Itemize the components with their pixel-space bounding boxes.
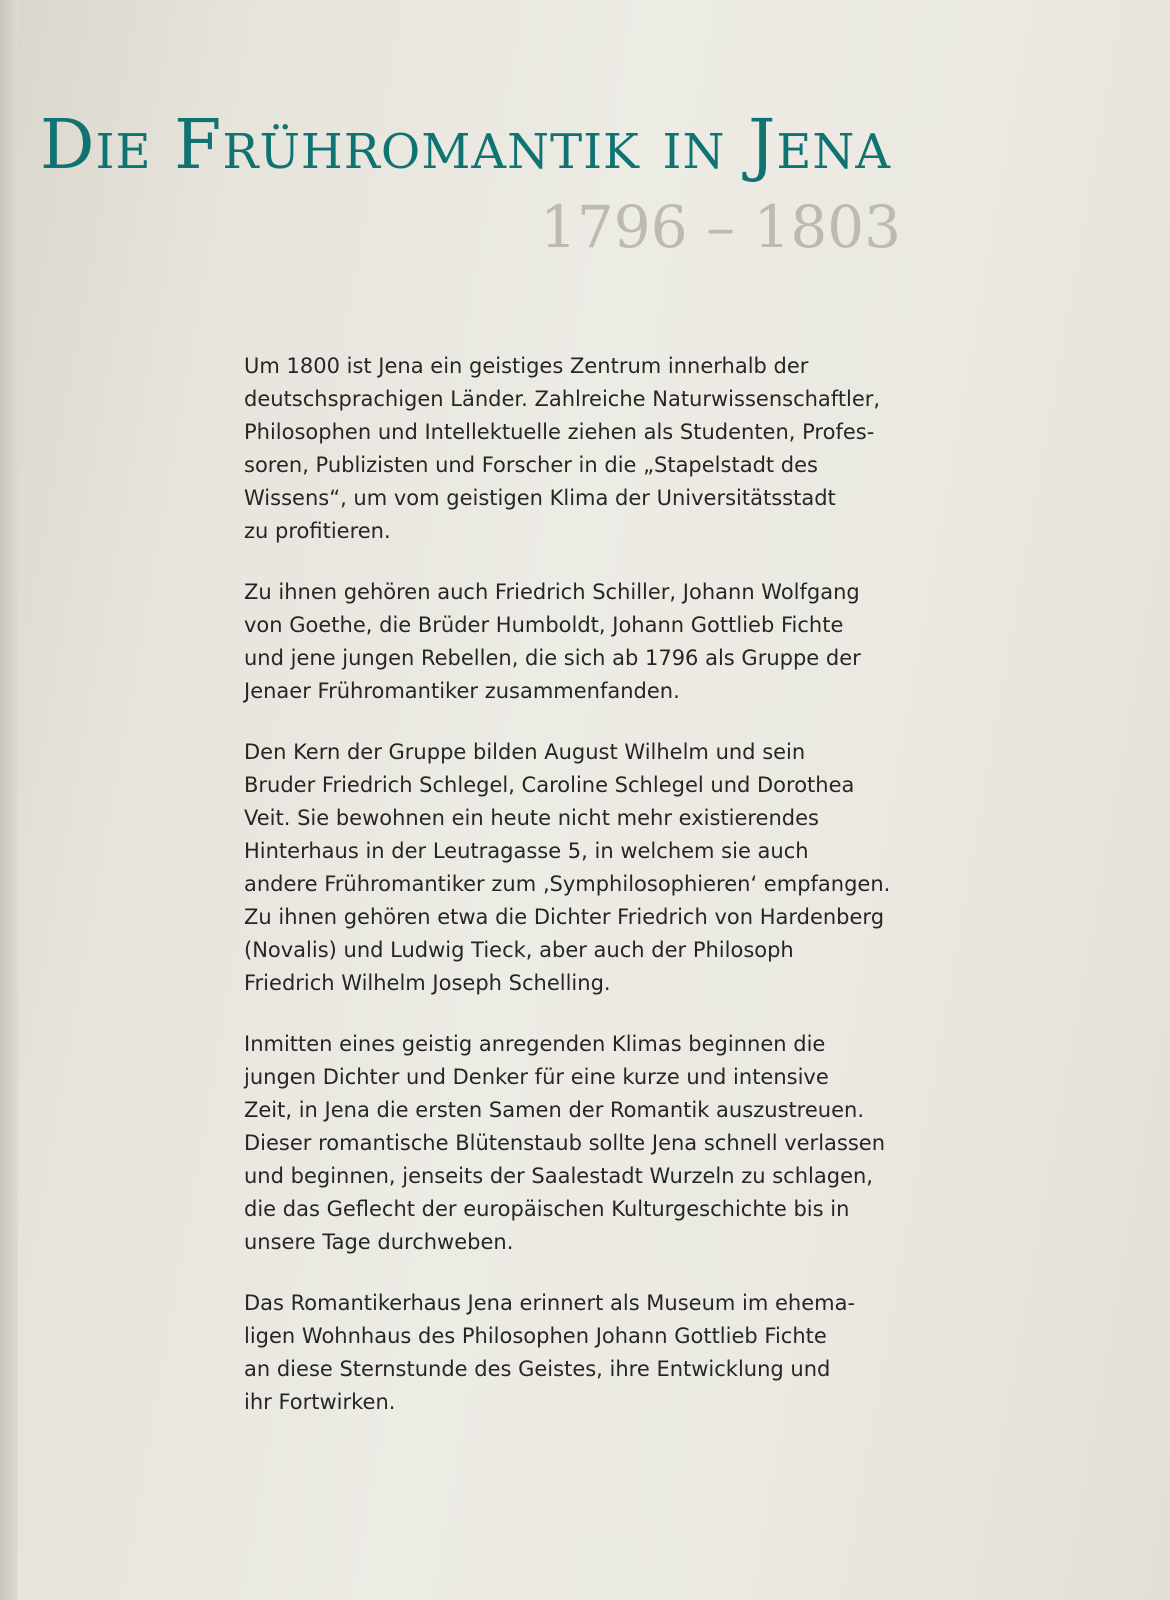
year-range: 1796 – 1803 [540, 193, 902, 261]
paragraph-contemporaries: Zu ihnen gehören auch Friedrich Schiller, Johann Wolfgang von Goethe, die Brüder Humboldt, Johann Gottlieb Fichte und jene jungen Rebellen, die sich ab 1796 als Gruppe der Jenaer Frühromantiker zusammenfanden. [244, 580, 861, 703]
paragraph-core-group: Den Kern der Gruppe bilden August Wilhelm und sein Bruder Friedrich Schlegel, Caroline Schlegel und Dorothea Veit. Sie bewohnen ein heute nicht mehr existierendes Hinterhaus in der Leutragasse 5, in welchem sie auch andere Frühromantiker zum ‚Symphilosophieren‘ empfangen. Zu ihnen gehören etwa die Dichter Friedrich von Hardenberg (Novalis) und Ludwig Tieck, aber auch der Philosoph Friedrich Wilhelm Joseph Schelling. [244, 740, 891, 995]
paragraph-intro: Um 1800 ist Jena ein geistiges Zentrum innerhalb der deutschsprachigen Länder. Zahlreiche Naturwissenschaftler, Philosophen und Intellektuelle ziehen als Studenten, Profes- soren, Publizisten und Forscher in die „Stapelstadt des Wissens“, um vom geistigen Klima der Universitätsstadt zu profitieren. [244, 354, 881, 543]
panel-left-edge [0, 0, 18, 1600]
page-title: Die Frühromantik in Jena [40, 106, 892, 185]
body-text [244, 350, 974, 1447]
paragraph-museum: Das Romantikerhaus Jena erinnert als Museum im ehema- ligen Wohnhaus des Philosophen Johann Gottlieb Fichte an diese Sternstunde des Geistes, ihre Entwicklung und ihr Fortwirken. [244, 1291, 856, 1414]
paragraph-legacy: Inmitten eines geistig anregenden Klimas beginnen die jungen Dichter und Denker für eine kurze und intensive Zeit, in Jena die ersten Samen der Romantik auszustreuen. Dieser romantische Blütenstaub sollte Jena schnell verlassen und beginnen, jenseits der Saalestadt Wurzeln zu schlagen, die das Geflecht der europäischen Kulturgeschichte bis in unsere Tage durchweben. [244, 1032, 886, 1254]
